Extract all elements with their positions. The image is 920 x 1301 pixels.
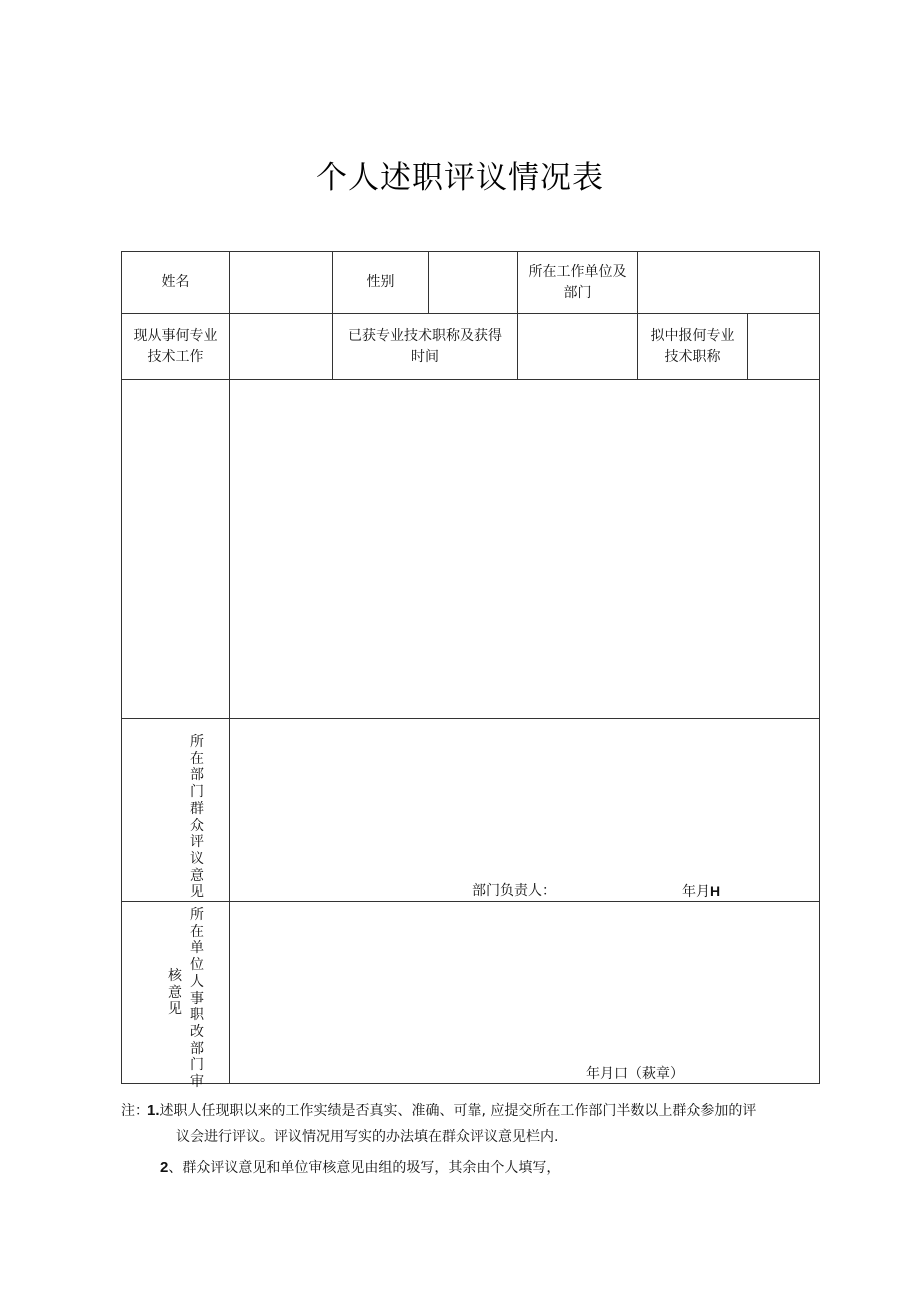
work-report-field[interactable] — [230, 380, 819, 718]
profession-label: 现从事何专业 技术工作 — [133, 327, 218, 365]
apply-title-label: 拟中报何专业 技术职称 — [650, 327, 735, 365]
notes-prefix: 注： — [121, 1103, 149, 1119]
note-1-text: 述职人任现职以来的工作实绩是否真实、准确、可靠, 应提交所在工作部门半数以上群众参加的评 — [159, 1103, 757, 1119]
hr-review-date-seal: 年月口（萩章） — [586, 1066, 684, 1082]
unit-label: 所在工作单位及 部门 — [528, 263, 627, 301]
mass-evaluation-field[interactable] — [230, 719, 819, 901]
gender-field[interactable] — [429, 252, 517, 313]
department-head-label: 部门负责人： — [472, 883, 556, 899]
name-label: 姓名 — [161, 274, 190, 290]
note-1-number: 1. — [147, 1102, 160, 1119]
hr-review-field[interactable] — [230, 902, 819, 1083]
profession-field[interactable] — [230, 314, 332, 379]
note-1-text-continued: 议会进行评议。评议情况用写实的办法填在群众评议意见栏内. — [176, 1129, 559, 1145]
mass-evaluation-label: 所 在 部 门 群 众 评 议 意 见 — [190, 734, 204, 901]
apply-title-field[interactable] — [748, 314, 819, 379]
hr-review-label-right: 所 在 单 位 人 事 职 改 部 门 审 — [190, 907, 204, 1091]
obtained-title-field[interactable] — [518, 314, 637, 379]
page-title: 个人述职评议情况表 — [316, 160, 604, 196]
work-report-label-cell — [122, 380, 229, 718]
note-2-number: 2 — [160, 1159, 169, 1176]
hr-review-label-left: 核 意 见 — [168, 968, 182, 1018]
mass-evaluation-date: 年月H — [682, 883, 721, 900]
unit-field[interactable] — [638, 252, 819, 313]
evaluation-table — [121, 251, 820, 1091]
note-2-text: 、群众评议意见和单位审核意见由组的圾写，其余由个人填写， — [168, 1160, 561, 1176]
gender-label: 性别 — [366, 274, 395, 290]
obtained-title-label: 已获专业技术职称及获得 时间 — [348, 327, 502, 365]
name-field[interactable] — [230, 252, 332, 313]
